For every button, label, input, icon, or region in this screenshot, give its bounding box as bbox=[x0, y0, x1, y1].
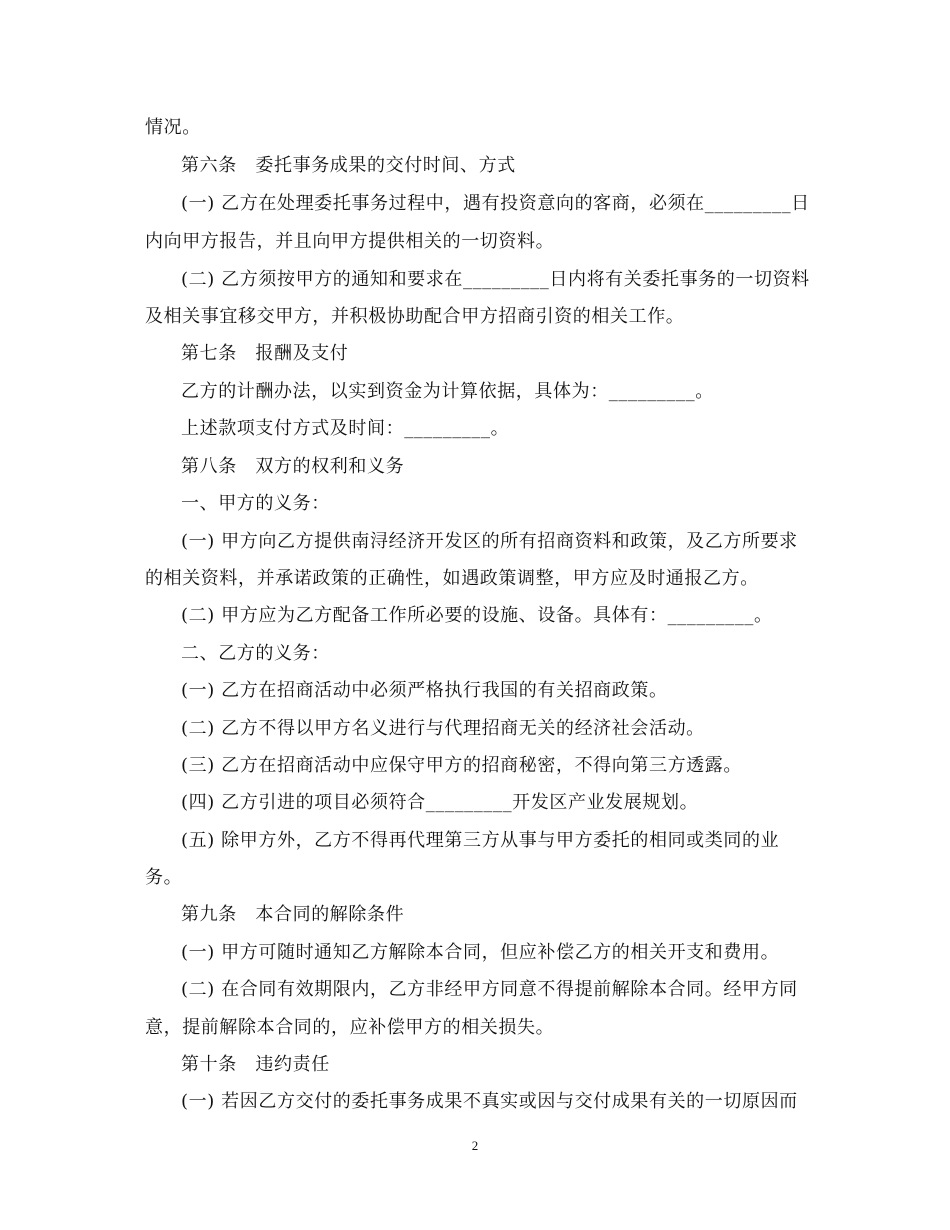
text-line: (一) 甲方可随时通知乙方解除本合同，但应补偿乙方的相关开支和费用。 bbox=[181, 942, 780, 963]
text-line: 的相关资料，并承诺政策的正确性，如遇政策调整，甲方应及时通报乙方。 bbox=[145, 568, 759, 589]
page-number: 2 bbox=[471, 1138, 479, 1153]
text-line: (二) 在合同有效期限内，乙方非经甲方同意不得提前解除本合同。经甲方同 bbox=[181, 979, 798, 1000]
section-heading: 一、甲方的义务： bbox=[181, 493, 330, 514]
article-heading: 第七条 报酬及支付 bbox=[181, 343, 349, 364]
text-line: (二) 乙方须按甲方的通知和要求在_________日内将有关委托事务的一切资料 bbox=[181, 269, 810, 290]
article-heading: 第十条 违约责任 bbox=[181, 1054, 330, 1075]
text-line: 及相关事宜移交甲方，并积极协助配合甲方招商引资的相关工作。 bbox=[145, 306, 685, 327]
text-line: 情况。 bbox=[145, 117, 201, 138]
text-line: (二) 乙方不得以甲方名义进行与代理招商无关的经济社会活动。 bbox=[181, 718, 705, 739]
article-heading: 第六条 委托事务成果的交付时间、方式 bbox=[181, 155, 516, 176]
text-line: (一) 若因乙方交付的委托事务成果不真实或因与交付成果有关的一切原因而 bbox=[181, 1091, 798, 1112]
text-line: 上述款项支付方式及时间：_________。 bbox=[181, 418, 510, 439]
article-heading: 第九条 本合同的解除条件 bbox=[181, 904, 405, 925]
text-line: (五) 除甲方外，乙方不得再代理第三方从事与甲方委托的相同或类同的业 bbox=[181, 830, 780, 851]
text-line: (一) 乙方在招商活动中必须严格执行我国的有关招商政策。 bbox=[181, 680, 668, 701]
text-line: (一) 乙方在处理委托事务过程中，遇有投资意向的客商，必须在_________日 bbox=[181, 193, 810, 214]
text-line: 务。 bbox=[145, 867, 183, 888]
text-line: (一) 甲方向乙方提供南浔经济开发区的所有招商资料和政策，及乙方所要求 bbox=[181, 531, 798, 552]
text-line: 内向甲方报告，并且向甲方提供相关的一切资料。 bbox=[145, 231, 555, 252]
text-line: 乙方的计酬办法，以实到资金为计算依据，具体为：_________。 bbox=[181, 381, 714, 402]
section-heading: 二、乙方的义务： bbox=[181, 643, 330, 664]
text-line: (四) 乙方引进的项目必须符合_________开发区产业发展规划。 bbox=[181, 792, 699, 813]
text-line: (二) 甲方应为乙方配备工作所必要的设施、设备。具体有：_________。 bbox=[181, 605, 773, 626]
text-line: 意，提前解除本合同的，应补偿甲方的相关损失。 bbox=[145, 1017, 555, 1038]
article-heading: 第八条 双方的权利和义务 bbox=[181, 456, 405, 477]
text-line: (三) 乙方在招商活动中应保守甲方的招商秘密，不得向第三方透露。 bbox=[181, 755, 742, 776]
